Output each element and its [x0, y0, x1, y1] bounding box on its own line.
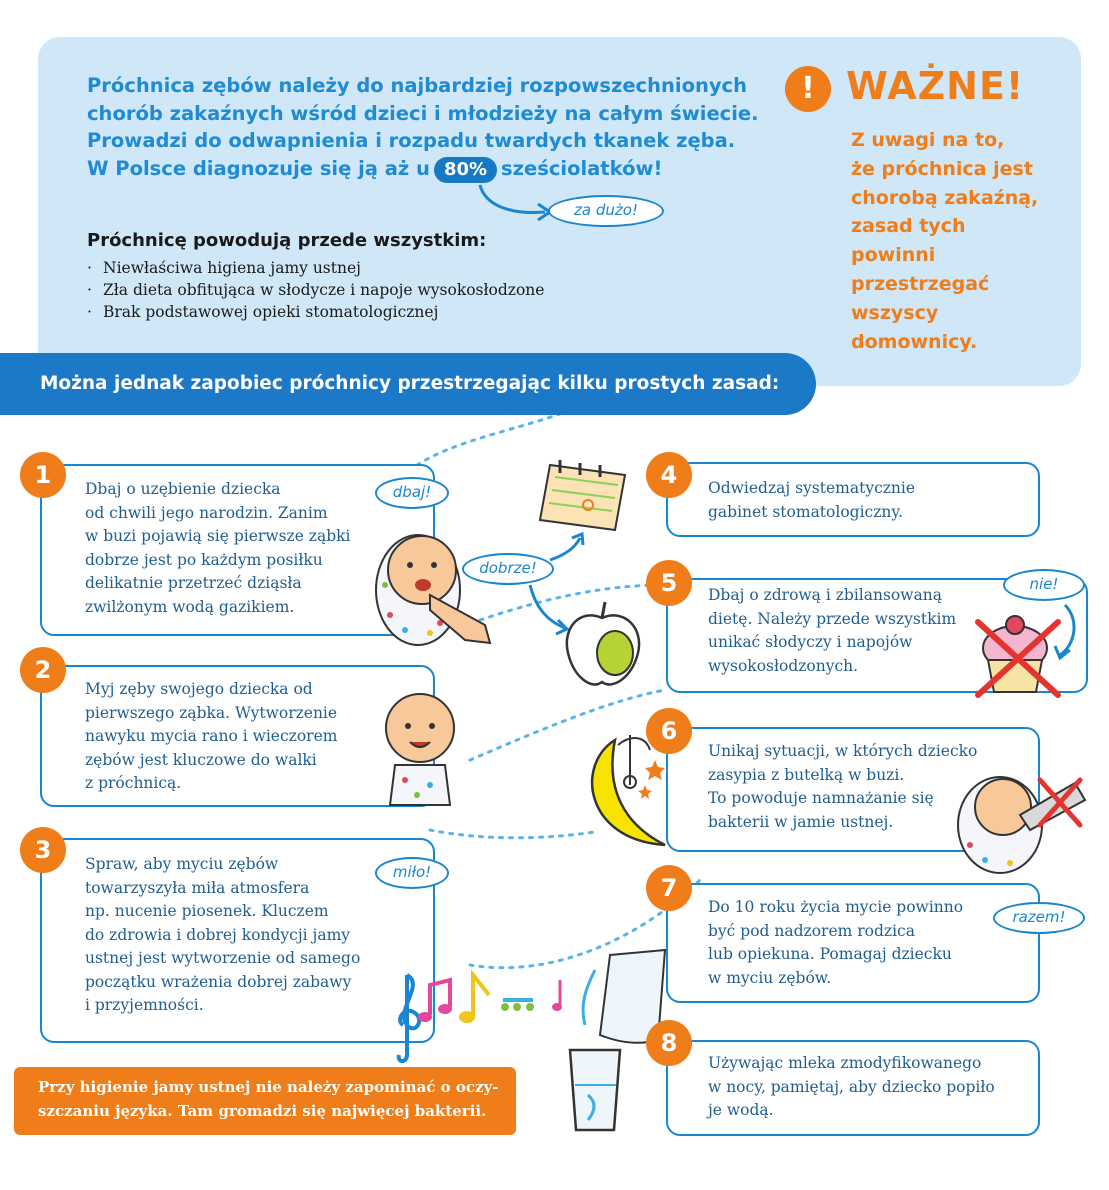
tip-line: Przy higienie jamy ustnej nie należy zapominać o oczy-	[38, 1078, 499, 1096]
intro-line-4-start: W Polsce diagnozuje się ją aż u	[87, 156, 430, 180]
step-4-text	[708, 477, 915, 524]
step-2-number: 2	[20, 647, 66, 693]
step-line: zasypia z butelką w buzi.	[708, 765, 905, 784]
step-line: towarzyszyła miła atmosfera	[85, 878, 310, 897]
warning-line: zasad tych	[851, 215, 966, 238]
step-8-text	[708, 1052, 995, 1123]
arrow-to-bubble-icon	[470, 180, 560, 225]
step-1-text	[85, 478, 350, 619]
step-line: Spraw, aby myciu zębów	[85, 855, 279, 873]
step-line: zwilżonym wodą gazikiem.	[85, 597, 295, 616]
list-item	[87, 279, 544, 301]
step-6-number: 6	[646, 708, 692, 754]
sitting-baby-illustration-icon	[375, 690, 475, 820]
moon-illustration-icon	[570, 720, 680, 860]
warning-line: domownicy.	[851, 330, 978, 353]
bullet: ·	[87, 281, 92, 299]
warning-icon: !	[785, 66, 831, 112]
step-line: To powoduje namnażanie się	[708, 789, 934, 807]
step-line: w nocy, pamiętaj, aby dziecko popiło	[708, 1077, 995, 1096]
step-line: Unikaj sytuacji, w których dziecko	[708, 742, 978, 760]
intro-line-3: Prowadzi do odwapnienia i rozpadu twardych tkanek zęba.	[87, 129, 736, 152]
cause-text: Brak podstawowej opieki stomatologicznej	[103, 303, 439, 321]
razem-bubble: razem!	[993, 902, 1085, 934]
step-line: początku wrażenia dobrej zabawy	[85, 972, 352, 991]
step-line: ustnej jest wytworzenie od samego	[85, 949, 361, 967]
step-5-text	[708, 584, 956, 678]
step-8-number: 8	[646, 1020, 692, 1066]
intro-line-4	[87, 155, 767, 183]
apple-illustration-icon	[560, 598, 645, 693]
warning-line: że próchnica jest	[851, 157, 1033, 180]
step-2-text	[85, 678, 337, 796]
warning-line: przestrzegać	[851, 272, 990, 295]
step-line: w myciu zębów.	[708, 968, 832, 987]
step-line: Do 10 roku życia mycie powinno	[708, 898, 964, 916]
step-4-number: 4	[646, 452, 692, 498]
step-line: nawyku mycia rano i wieczorem	[85, 727, 338, 745]
warning-line: powinni	[851, 244, 936, 267]
step-line: od chwili jego narodzin. Zanim	[85, 503, 328, 522]
rules-banner: Można jednak zapobiec próchnicy przestrzegając kilku prostych zasad:	[0, 353, 816, 415]
step-line: Używając mleka zmodyfikowanego	[708, 1054, 982, 1072]
step-line: być pod nadzorem rodzica	[708, 921, 915, 940]
step-line: je wodą.	[708, 1101, 774, 1119]
list-item	[87, 257, 544, 279]
warning-title: WAŻNE!	[846, 64, 1025, 108]
step-line: bakterii w jamie ustnej.	[708, 812, 894, 831]
tongue-tip-box	[14, 1067, 516, 1135]
step-7-number: 7	[646, 865, 692, 911]
za-duzo-bubble: za dużo!	[548, 195, 664, 227]
step-line: Dbaj o uzębienie dziecka	[85, 480, 281, 498]
step-7-text	[708, 896, 963, 990]
baby-gums-illustration-icon	[370, 515, 500, 655]
step-line: do zdrowia i dobrej kondycji jamy	[85, 925, 351, 944]
bullet: ·	[87, 259, 92, 277]
step-line: dietę. Należy przede wszystkim	[708, 609, 957, 628]
warning-line: chorobą zakaźną,	[851, 186, 1039, 209]
step-line: lub opiekuna. Pomagaj dziecku	[708, 945, 952, 963]
step-line: Myj zęby swojego dziecka od	[85, 680, 313, 698]
dbaj-bubble: dbaj!	[375, 477, 449, 509]
step-5-number: 5	[646, 560, 692, 606]
step-line: zębów jest kluczowe do walki	[85, 750, 317, 769]
intro-line-1: Próchnica zębów należy do najbardziej rozpowszechnionych	[87, 74, 748, 97]
step-line: Odwiedzaj systematycznie	[708, 479, 916, 497]
step-line: delikatnie przetrzeć dziąsła	[85, 574, 302, 592]
warning-line: Z uwagi na to,	[851, 129, 1005, 151]
dobrze-bubble: dobrze!	[462, 553, 554, 585]
step-line: wysokosłodzonych.	[708, 656, 859, 675]
step-3-number: 3	[20, 827, 66, 873]
step-3-text	[85, 853, 360, 1018]
step-line: Dbaj o zdrową i zbilansowaną	[708, 586, 942, 604]
cause-text: Zła dieta obfitująca w słodycze i napoje wysokosłodzone	[103, 281, 545, 299]
causes-list	[87, 257, 544, 323]
step-6-text	[708, 740, 977, 834]
nie-bubble: nie!	[1003, 569, 1085, 601]
warning-line: wszyscy	[851, 301, 939, 324]
step-line: unikać słodyczy i napojów	[708, 633, 913, 651]
intro-line-4-end: sześciolatków!	[501, 156, 663, 180]
step-line: pierwszego ząbka. Wytworzenie	[85, 703, 338, 722]
milo-bubble: miło!	[375, 857, 449, 889]
calendar-illustration-icon	[530, 455, 630, 535]
stat-80-badge: 80%	[434, 157, 497, 183]
cause-text: Niewłaściwa higiena jamy ustnej	[103, 259, 361, 277]
bullet: ·	[87, 303, 92, 321]
step-line: i przyjemności.	[85, 996, 204, 1014]
baby-bottle-illustration-icon	[955, 765, 1090, 875]
step-line: np. nucenie piosenek. Kluczem	[85, 902, 329, 920]
intro-text	[87, 72, 767, 183]
list-item	[87, 301, 544, 323]
step-1-number: 1	[20, 452, 66, 498]
no-cupcake-illustration-icon	[970, 600, 1095, 705]
step-line: dobrze jest po każdym posiłku	[85, 550, 323, 569]
step-line: z próchnicą.	[85, 774, 182, 792]
intro-line-2: chorób zakaźnych wśród dzieci i młodzieży na całym świecie.	[87, 101, 759, 125]
tip-line: szczaniu języka. Tam gromadzi się najwięcej bakterii.	[38, 1102, 487, 1120]
warning-text	[851, 126, 1061, 356]
causes-title: Próchnicę powodują przede wszystkim:	[87, 230, 487, 251]
step-line: gabinet stomatologiczny.	[708, 502, 903, 521]
step-line: w buzi pojawią się pierwsze ząbki	[85, 527, 351, 545]
